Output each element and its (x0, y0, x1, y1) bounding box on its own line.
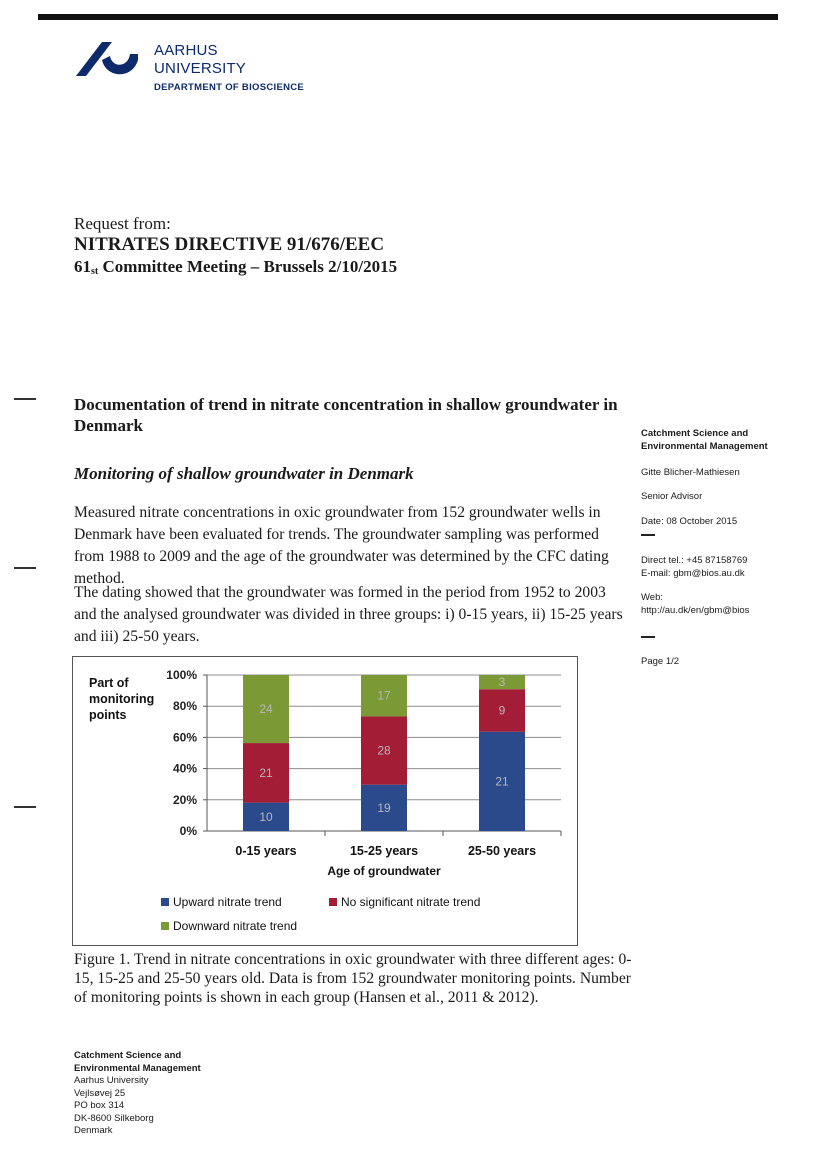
footer-unit-line2: Environmental Management (74, 1062, 201, 1074)
request-from-label: Request from: (74, 214, 171, 233)
footer-unit-line1: Catchment Science and (74, 1050, 182, 1061)
y-tick-label: 0% (179, 824, 197, 838)
sidebar-web (641, 591, 749, 617)
sidebar-unit (641, 427, 768, 453)
data-label: 9 (498, 703, 506, 718)
x-tick-label: 25-50 years (467, 844, 537, 858)
x-axis-label: Age of groundwater (327, 864, 441, 878)
margin-mark (14, 398, 36, 400)
sidebar-unit-line2: Environmental Management (641, 441, 768, 452)
y-axis-label: Part of (89, 676, 129, 690)
directive-title: NITRATES DIRECTIVE 91/676/EEC (74, 234, 385, 255)
document-title: Documentation of trend in nitrate concentration in shallow groundwater in Denmark (74, 395, 618, 435)
sidebar-divider (641, 534, 655, 536)
y-tick-label: 80% (172, 699, 197, 714)
legend-label: Downward nitrate trend (173, 919, 298, 933)
meeting-ordinal: st (91, 266, 99, 277)
meeting-number: 61 (74, 257, 91, 276)
data-label: 3 (498, 675, 506, 690)
department-name: DEPARTMENT OF BIOSCIENCE (154, 82, 305, 93)
sidebar-divider (641, 636, 655, 638)
request-block (74, 214, 397, 283)
y-tick-label: 100% (166, 668, 197, 682)
nitrate-trend-chart (72, 656, 578, 946)
top-border (38, 14, 778, 20)
footer-country: Denmark (74, 1125, 113, 1136)
sidebar-direct-tel: Direct tel.: +45 87158769 (641, 555, 748, 566)
footer-po-box: PO box 314 (74, 1100, 125, 1111)
sidebar-email: E-mail: gbm@bios.au.dk (641, 568, 745, 579)
figure-caption: Figure 1. Trend in nitrate concentrations in oxic groundwater with three different ages: 0-15, 15-25 and 25-50 years old. Data is from 152 groundwater monitoring points. Number of monitoring points is shown in each group (Hansen et al., 2011 & 2012). (74, 951, 632, 1006)
university-brand (154, 42, 304, 93)
footer-street: Vejlsøvej 25 (74, 1087, 126, 1099)
margin-mark (14, 806, 36, 808)
university-name-line1: AARHUS (154, 42, 218, 59)
meeting-details: Committee Meeting – Brussels 2/10/2015 (98, 257, 398, 276)
data-label: 21 (495, 774, 509, 789)
y-axis-label: monitoring (89, 692, 155, 706)
footer-address (74, 1050, 201, 1138)
margin-mark (14, 567, 36, 569)
y-tick-label: 40% (172, 761, 197, 776)
sidebar-web-label: Web: (641, 592, 664, 603)
legend-label: Upward nitrate trend (173, 895, 282, 909)
data-label: 21 (259, 765, 273, 780)
sidebar-web-url[interactable]: http://au.dk/en/gbm@bios (641, 605, 750, 616)
footer-city: DK-8600 Silkeborg (74, 1112, 154, 1124)
data-label: 24 (259, 702, 273, 717)
sidebar-role: Senior Advisor (641, 491, 703, 502)
au-logo-icon (74, 40, 150, 78)
y-axis-label: points (89, 708, 127, 722)
footer-university: Aarhus University (74, 1075, 149, 1086)
x-tick-label: 15-25 years (349, 844, 419, 858)
university-name-line2: UNIVERSITY (154, 60, 247, 77)
committee-meeting (74, 256, 397, 283)
legend-swatch (161, 922, 169, 930)
x-tick-label: 0-15 years (235, 844, 297, 858)
legend-swatch (161, 898, 169, 906)
data-label: 19 (377, 800, 391, 815)
section-heading: Monitoring of shallow groundwater in Denmark (74, 464, 414, 483)
sidebar-page-number: Page 1/2 (641, 656, 680, 667)
y-tick-label: 60% (172, 730, 197, 745)
sidebar-date: Date: 08 October 2015 (641, 516, 738, 527)
data-label: 28 (377, 743, 391, 758)
chart-svg (73, 657, 577, 945)
legend-label: No significant nitrate trend (341, 895, 481, 909)
legend-swatch (329, 898, 337, 906)
paragraph-2: The dating showed that the groundwater was formed in the period from 1952 to 2003 and the analysed groundwater was divided in three groups: i) 0-15 years, ii) 15-25 years and iii) 25-50 years. (74, 584, 623, 645)
paragraph-1: Measured nitrate concentrations in oxic groundwater from 152 groundwater wells in Denmark have been evaluated for trends. The groundwater sampling was performed from 1988 to 2009 and the age of the groundwater was determined by the CFC dating method. (74, 504, 609, 587)
sidebar-author: Gitte Blicher-Mathiesen (641, 467, 740, 478)
data-label: 10 (259, 809, 273, 824)
sidebar-contact (641, 554, 747, 580)
data-label: 17 (377, 688, 391, 703)
y-tick-label: 20% (172, 792, 197, 807)
sidebar-unit-line1: Catchment Science and (641, 428, 749, 439)
